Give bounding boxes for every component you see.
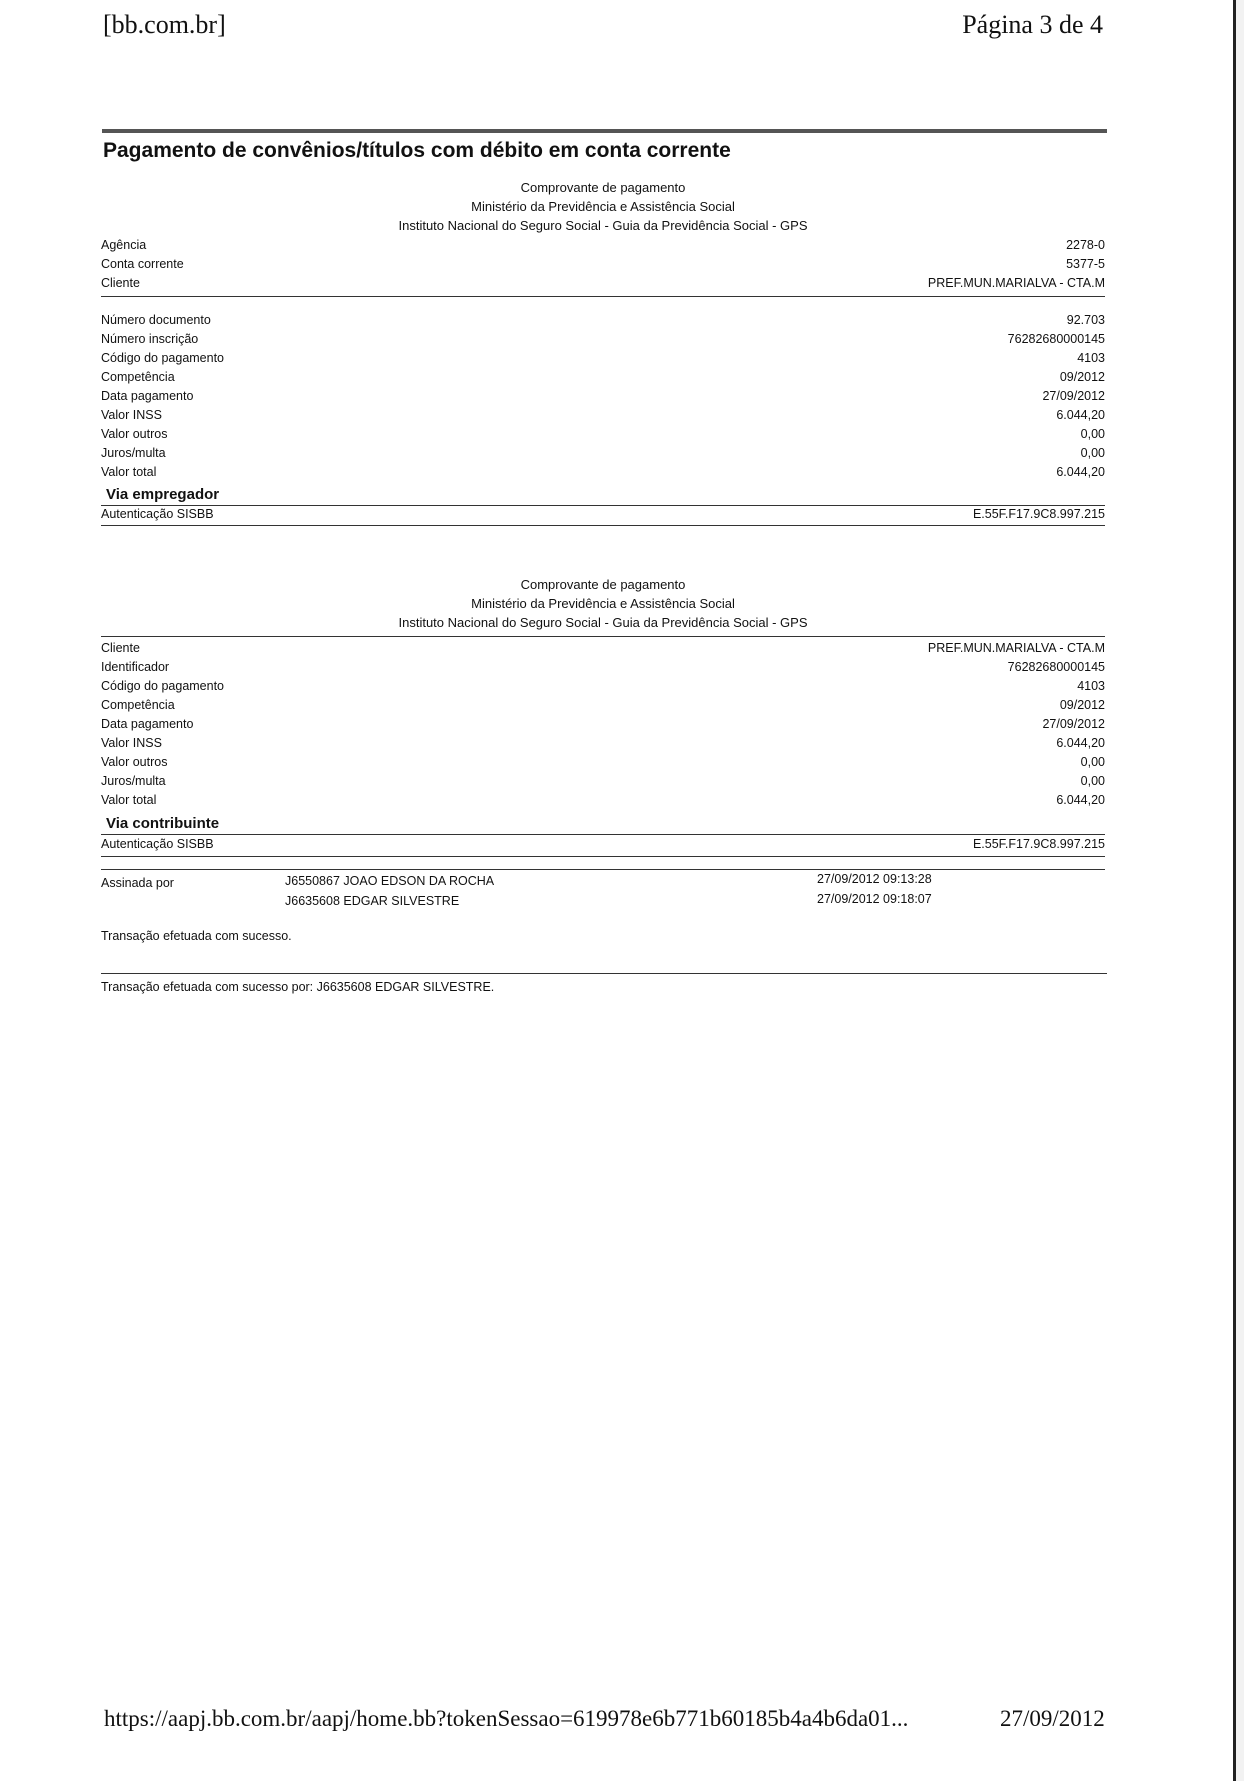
row-value: 27/09/2012 xyxy=(1042,389,1105,403)
row-label: Valor outros xyxy=(101,755,168,769)
receipt2-detail-row xyxy=(101,679,1105,697)
receipt1-detail-row xyxy=(101,332,1105,350)
divider xyxy=(101,636,1105,637)
row-label: Valor total xyxy=(101,793,157,807)
receipt2-detail-row xyxy=(101,641,1105,659)
divider xyxy=(101,973,1107,974)
row-label: Código do pagamento xyxy=(101,679,225,693)
top-rule xyxy=(102,129,1107,133)
header-site: [bb.com.br] xyxy=(103,10,226,39)
row-label: Valor outros xyxy=(101,427,168,441)
row-value: 09/2012 xyxy=(1059,370,1105,384)
receipt2-detail-row xyxy=(101,774,1105,792)
row-value: 6.044,20 xyxy=(1056,793,1105,807)
footer-date: 27/09/2012 xyxy=(1000,1706,1105,1731)
row-label: Juros/multa xyxy=(101,774,166,788)
row-value: 76282680000145 xyxy=(1007,332,1105,346)
receipt2-detail-row xyxy=(101,793,1105,811)
via-empregador-label: Via empregador xyxy=(106,486,220,503)
row-label: Valor INSS xyxy=(101,736,162,750)
receipt1-account-row xyxy=(101,238,1105,256)
row-value: 09/2012 xyxy=(1059,698,1105,712)
row-label: Valor total xyxy=(101,465,157,479)
divider xyxy=(101,856,1105,857)
signer-name: J6635608 EDGAR SILVESTRE xyxy=(285,894,460,908)
receipt1-detail-row xyxy=(101,351,1105,369)
row-label: Juros/multa xyxy=(101,446,166,460)
row-value: 6.044,20 xyxy=(1056,408,1105,422)
row-label: Agência xyxy=(101,238,147,252)
page-number: Página 3 de 4 xyxy=(962,10,1103,39)
row-label: Código do pagamento xyxy=(101,351,225,365)
row-label: Cliente xyxy=(101,641,140,655)
row-label: Autenticação SISBB xyxy=(101,507,214,521)
row-label: Competência xyxy=(101,698,175,712)
row-value: PREF.MUN.MARIALVA - CTA.M xyxy=(927,641,1105,655)
signer-datetime: 27/09/2012 09:13:28 xyxy=(817,872,932,886)
signer-name: J6550867 JOAO EDSON DA ROCHA xyxy=(285,874,495,888)
row-value: PREF.MUN.MARIALVA - CTA.M xyxy=(927,276,1105,290)
divider xyxy=(101,834,1105,835)
receipt1-account-row xyxy=(101,276,1105,294)
receipt2-line-1: Comprovante de pagamento xyxy=(520,577,686,592)
row-value: 4103 xyxy=(1077,351,1105,365)
row-value: 0,00 xyxy=(1080,427,1105,441)
receipt2-detail-row xyxy=(101,717,1105,735)
receipt2-detail-row xyxy=(101,736,1105,754)
receipt1-detail-row xyxy=(101,313,1105,331)
receipt1-line-1: Comprovante de pagamento xyxy=(520,180,686,195)
row-label: Número inscrição xyxy=(101,332,199,346)
row-label: Competência xyxy=(101,370,175,384)
row-value: 0,00 xyxy=(1080,446,1105,460)
row-label: Número documento xyxy=(101,313,211,327)
row-label: Data pagamento xyxy=(101,717,194,731)
row-value: 6.044,20 xyxy=(1056,736,1105,750)
row-label: Autenticação SISBB xyxy=(101,837,214,851)
receipt2-detail-row xyxy=(101,755,1105,773)
divider xyxy=(101,296,1105,297)
row-value: 5377-5 xyxy=(1066,257,1105,271)
receipt1-detail-row xyxy=(101,408,1105,426)
signer-datetime: 27/09/2012 09:18:07 xyxy=(817,892,932,906)
row-value: 92.703 xyxy=(1066,313,1105,327)
row-value: E.55F.F17.9C8.997.215 xyxy=(972,837,1105,851)
receipt1-line-2: Ministério da Previdência e Assistência Social xyxy=(471,199,735,214)
receipt2-auth-row xyxy=(101,837,1105,855)
row-label: Data pagamento xyxy=(101,389,194,403)
row-label: Cliente xyxy=(101,276,140,290)
footer-url: https://aapj.bb.com.br/aapj/home.bb?tokenSessao=619978e6b771b60185b4a4b6da01... xyxy=(104,1706,909,1731)
receipt1-detail-row xyxy=(101,465,1105,483)
page-title: Pagamento de convênios/títulos com débito em conta corrente xyxy=(103,139,731,162)
divider xyxy=(101,869,1105,870)
divider xyxy=(101,505,1105,506)
receipt2-detail-row xyxy=(101,698,1105,716)
row-value: E.55F.F17.9C8.997.215 xyxy=(972,507,1105,521)
signed-by-label: Assinada por xyxy=(101,876,174,890)
receipt1-detail-row xyxy=(101,389,1105,407)
row-value: 0,00 xyxy=(1080,774,1105,788)
row-label: Identificador xyxy=(101,660,170,674)
row-value: 6.044,20 xyxy=(1056,465,1105,479)
status-by-message: Transação efetuada com sucesso por: J6635608 EDGAR SILVESTRE. xyxy=(101,980,495,994)
receipt1-detail-row xyxy=(101,446,1105,464)
receipt1-detail-row xyxy=(101,427,1105,445)
receipt2-detail-row xyxy=(101,660,1105,678)
row-label: Valor INSS xyxy=(101,408,162,422)
row-value: 4103 xyxy=(1077,679,1105,693)
row-label: Conta corrente xyxy=(101,257,184,271)
receipt2-line-2: Ministério da Previdência e Assistência Social xyxy=(471,596,735,611)
row-value: 2278-0 xyxy=(1066,238,1105,252)
via-contribuinte-label: Via contribuinte xyxy=(106,815,220,832)
row-value: 27/09/2012 xyxy=(1042,717,1105,731)
divider xyxy=(101,525,1105,526)
row-value: 76282680000145 xyxy=(1007,660,1105,674)
row-value: 0,00 xyxy=(1080,755,1105,769)
status-message: Transação efetuada com sucesso. xyxy=(101,929,292,943)
receipt2-line-3: Instituto Nacional do Seguro Social - Guia da Previdência Social - GPS xyxy=(398,615,808,630)
receipt1-detail-row xyxy=(101,370,1105,388)
receipt1-account-row xyxy=(101,257,1105,275)
receipt1-line-3: Instituto Nacional do Seguro Social - Guia da Previdência Social - GPS xyxy=(398,218,808,233)
receipt1-auth-row xyxy=(101,507,1105,525)
